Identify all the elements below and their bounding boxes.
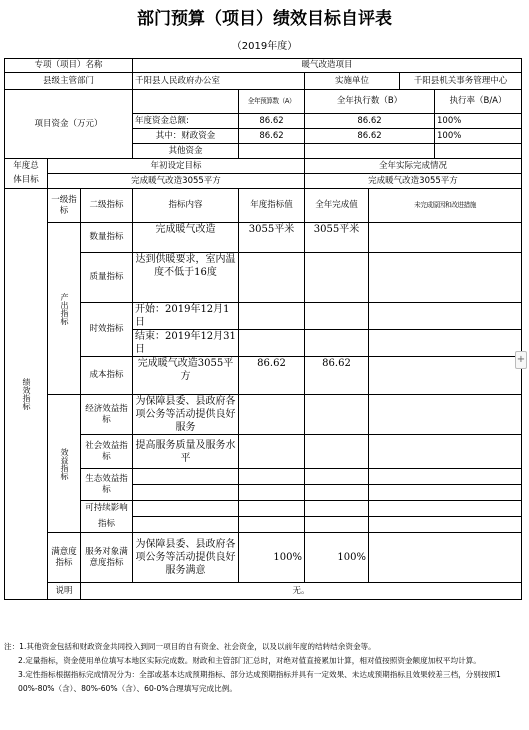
quantity-indicator-content: 完成暖气改造: [133, 223, 239, 253]
project-name-value: 暖气改造项目: [133, 59, 522, 73]
output-indicator-label: 产出指标: [60, 292, 69, 325]
effect-indicator-group: [48, 395, 81, 533]
funds-row-other-rate: [435, 144, 522, 159]
sustainable-target-1: [239, 501, 305, 517]
sustainable-content-2: [133, 517, 239, 533]
indicators-section: [5, 189, 48, 600]
target-header: 年度指标值: [239, 189, 305, 223]
social-indicator-name: 社会效益指标: [81, 435, 133, 469]
reason-header: 未完成原因和改进措施: [369, 189, 522, 223]
social-indicator-reason: [369, 435, 522, 469]
footnotes: [4, 640, 522, 696]
funds-row-fiscal-label: 其中：财政资金: [133, 129, 239, 144]
quantity-indicator-name: 数量指标: [81, 223, 133, 253]
quantity-indicator-reason: [369, 223, 522, 253]
annual-goal-label-bottom: 体目标: [5, 174, 48, 189]
funds-col-rate-header: 执行率（B/A）: [435, 90, 522, 114]
funds-row-fiscal-a: 86.62: [239, 129, 305, 144]
cost-indicator-content: 完成暖气改造3055平方: [133, 357, 239, 395]
remarks-value: 无。: [81, 583, 522, 600]
level1-header: 一级指标: [48, 189, 81, 223]
ecological-target-2: [239, 485, 305, 501]
sustainable-actual-1: [305, 501, 369, 517]
dept-label: 县级主管部门: [5, 73, 133, 90]
timeliness-indicator-name: 时效指标: [81, 303, 133, 357]
indicators-section-label: 绩效指标: [22, 378, 31, 410]
footnote-2: 2.定量指标，资金使用单位填写本地区实际完成数。财政和主管部门汇总时，对绝对值直接累加计算，相对值按照资金额度加权平均计算。: [18, 656, 481, 665]
economic-indicator-reason: [369, 395, 522, 435]
cost-indicator-name: 成本指标: [81, 357, 133, 395]
sustainable-content-1: [133, 501, 239, 517]
economic-indicator-content: 为保障县委、县政府各项公务等活动提供良好服务: [133, 395, 239, 435]
quality-indicator-actual: [305, 253, 369, 303]
ecological-actual-2: [305, 485, 369, 501]
timeliness-start-actual: [305, 303, 369, 330]
satisfaction-indicator-reason: [369, 533, 522, 583]
cost-indicator-reason: [369, 357, 522, 395]
content-header: 指标内容: [133, 189, 239, 223]
funds-row-other-a: [239, 144, 305, 159]
actual-header: 全年完成值: [305, 189, 369, 223]
funds-label: 项目资金（万元）: [5, 90, 133, 159]
annual-plan-header: 年初设定目标: [48, 159, 305, 174]
satisfaction-indicator-target: 100%: [239, 533, 305, 583]
timeliness-start-target: [239, 303, 305, 330]
annual-actual-header: 全年实际完成情况: [305, 159, 522, 174]
sustainable-actual-2: [305, 517, 369, 533]
economic-indicator-target: [239, 395, 305, 435]
quality-indicator-reason: [369, 253, 522, 303]
timeliness-end-reason: [369, 330, 522, 357]
social-indicator-content: 提高服务质量及服务水平: [133, 435, 239, 469]
quality-indicator-content: 达到供暖要求，室内温度不低于16度: [133, 253, 239, 303]
timeliness-start: 开始：2019年12月1日: [133, 303, 239, 330]
evaluation-form: [4, 58, 522, 600]
sustainable-indicator-name-bottom: 指标: [81, 517, 133, 533]
annual-actual-value: 完成暖气改造3055平方: [305, 174, 522, 189]
satisfaction-indicator-group: 满意度指标: [48, 533, 81, 583]
quantity-indicator-target: 3055平米: [239, 223, 305, 253]
sustainable-reason-2: [369, 517, 522, 533]
funds-row-total-a: 86.62: [239, 114, 305, 129]
social-indicator-target: [239, 435, 305, 469]
cost-indicator-actual: 86.62: [305, 357, 369, 395]
funds-col-b-header: 全年执行数（B）: [305, 90, 435, 114]
timeliness-end-actual: [305, 330, 369, 357]
timeliness-end-target: [239, 330, 305, 357]
ecological-reason-2: [369, 485, 522, 501]
timeliness-end: 结束：2019年12月31日: [133, 330, 239, 357]
economic-indicator-name: 经济效益指标: [81, 395, 133, 435]
satisfaction-indicator-name: 服务对象满意度指标: [81, 533, 133, 583]
project-name-label: 专项（项目）名称: [5, 59, 133, 73]
sustainable-reason-1: [369, 501, 522, 517]
footnote-1: 注：1.其他资金包括和财政资金共同投入到同一项目的自有资金、社会资金，以及以前年度的结转结余资金等。: [4, 642, 376, 651]
quantity-indicator-actual: 3055平米: [305, 223, 369, 253]
quality-indicator-target: [239, 253, 305, 303]
expand-handle-icon[interactable]: +: [515, 351, 527, 369]
social-indicator-actual: [305, 435, 369, 469]
funds-row-other-label: 其他资金: [133, 144, 239, 159]
page-title: 部门预算（项目）绩效目标自评表: [137, 9, 392, 29]
cost-indicator-target: 86.62: [239, 357, 305, 395]
ecological-actual-1: [305, 469, 369, 485]
funds-row-fiscal-b: 86.62: [305, 129, 435, 144]
effect-indicator-label: 效益指标: [60, 447, 69, 480]
funds-row-fiscal-rate: 100%: [435, 129, 522, 144]
impl-unit-label: 实施单位: [305, 73, 400, 90]
quality-indicator-name: 质量指标: [81, 253, 133, 303]
sustainable-indicator-name-top: 可持续影响: [81, 501, 133, 517]
sustainable-target-2: [239, 517, 305, 533]
level2-header: 二级指标: [81, 189, 133, 223]
funds-blank-header: [133, 90, 239, 114]
funds-col-a-header: 全年预算数（A）: [239, 90, 305, 114]
economic-indicator-actual: [305, 395, 369, 435]
funds-row-other-b: [305, 144, 435, 159]
footnote-4: 00%-80%（含）、80%-60%（含）、60-0%合理填写完成比例。: [18, 684, 237, 693]
dept-value: 千阳县人民政府办公室: [133, 73, 305, 90]
year-subtitle: （2019年度）: [231, 41, 298, 52]
annual-goal-label-top: 年度总: [5, 159, 48, 174]
funds-row-total-b: 86.62: [305, 114, 435, 129]
annual-plan-value: 完成暖气改造3055平方: [48, 174, 305, 189]
ecological-content-1: [133, 469, 239, 485]
impl-unit-value: 千阳县机关事务管理中心: [400, 73, 522, 90]
funds-row-total-label: 年度资金总额:: [133, 114, 239, 129]
remarks-label: 说明: [48, 583, 81, 600]
funds-row-total-rate: 100%: [435, 114, 522, 129]
satisfaction-indicator-content: 为保障县委、县政府各项公务等活动提供良好服务满意: [133, 533, 239, 583]
ecological-content-2: [133, 485, 239, 501]
timeliness-start-reason: [369, 303, 522, 330]
output-indicator-group: [48, 223, 81, 395]
ecological-reason-1: [369, 469, 522, 485]
footnote-3: 3.定性指标根据指标完成情况分为：全部或基本达成预期指标、部分达成预期指标并具有一定效果、未达成预期指标且效果较差三档，分别按照1: [18, 670, 501, 679]
ecological-indicator-name: 生态效益指标: [81, 469, 133, 501]
ecological-target-1: [239, 469, 305, 485]
satisfaction-indicator-actual: 100%: [305, 533, 369, 583]
